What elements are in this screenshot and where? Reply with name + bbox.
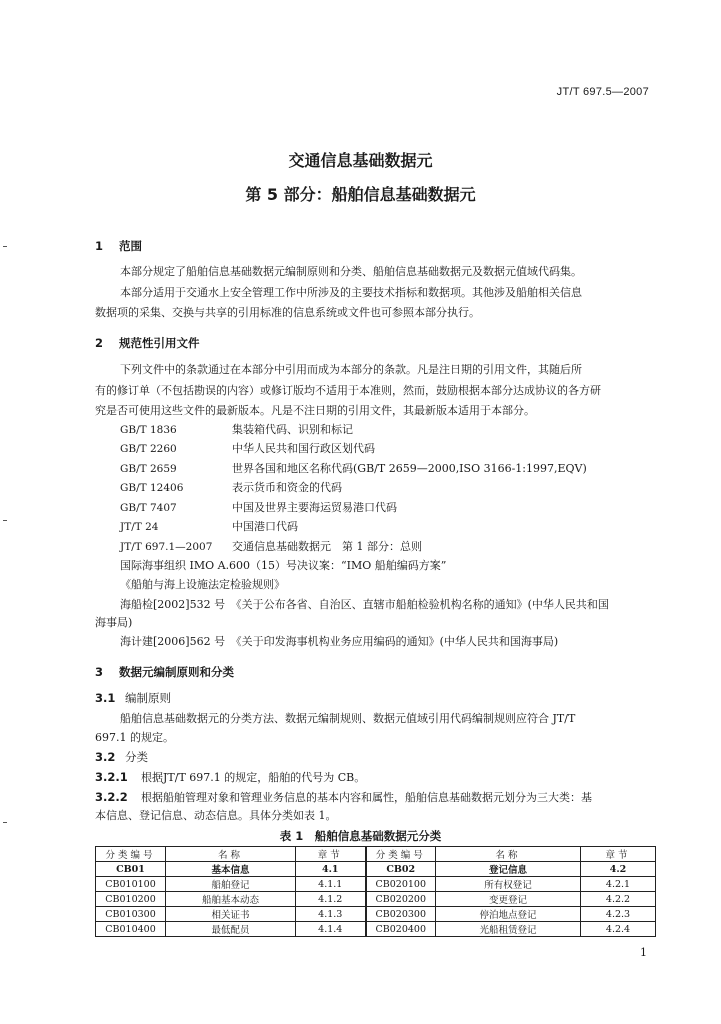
- ref-rule: 《船舶与海上设施法定检验规则》: [120, 578, 285, 591]
- table-cell: 光船租赁登记: [436, 922, 581, 937]
- table-cell: CB020100: [366, 877, 436, 892]
- section-title: 数据元编制原则和分类: [119, 665, 234, 679]
- clause-text: 根据JT/T 697.1 的规定，船舶的代号为 CB。: [141, 771, 366, 784]
- ref-notice: 海船检[2002]532 号 《关于公布各省、自治区、直辖市船舶检验机构名称的通知》(中华人民共和国: [120, 598, 609, 611]
- table-cell: 4.2.3: [581, 907, 656, 922]
- section-1-heading: [95, 238, 142, 254]
- clause-text: 根据船舶管理对象和管理业务信息的基本内容和属性，船舶信息基础数据元划分为三大类：基: [141, 791, 592, 804]
- table-cell: 4.2: [581, 862, 656, 877]
- paragraph-line: 本信息、登记信息、动态信息。具体分类如表 1。: [95, 809, 337, 822]
- table-cell: 相关证书: [166, 907, 296, 922]
- table-cell: 4.2.4: [581, 922, 656, 937]
- table-cell: 船舶登记: [166, 877, 296, 892]
- table-cell: CB010200: [96, 892, 166, 907]
- section-number: 1: [95, 239, 104, 253]
- table-cell: CB01: [96, 862, 166, 877]
- header-cell: 名称: [166, 847, 296, 862]
- table-caption: 表 1 船舶信息基础数据元分类: [279, 829, 442, 843]
- paragraph: 本部分规定了船舶信息基础数据元编制原则和分类、船舶信息基础数据元及数据元值域代码集。: [120, 265, 582, 278]
- scan-mark: [3, 520, 7, 521]
- subsection-number: 3.2: [95, 750, 116, 764]
- ref-title: 中国港口代码: [232, 520, 298, 533]
- subsection-3-1-heading: [95, 690, 171, 706]
- table-row: [96, 892, 656, 907]
- paragraph-line: 数据项的采集、交换与共享的引用标准的信息系统或文件也可参照本部分执行。: [95, 306, 480, 319]
- table-cell: CB010400: [96, 922, 166, 937]
- ref-title: 世界各国和地区名称代码(GB/T 2659—2000,ISO 3166-1:1997,EQV): [232, 462, 587, 475]
- subsection-3-2-heading: [95, 749, 148, 765]
- ref-notice: 海计建[2006]562 号 《关于印发海事机构业务应用编码的通知》(中华人民共和国海事局): [120, 635, 559, 648]
- table-cell: CB010100: [96, 877, 166, 892]
- table-cell: CB02: [366, 862, 436, 877]
- ref-code: JT/T 24: [120, 521, 159, 533]
- document-subtitle: 第 5 部分：船舶信息基础数据元: [245, 185, 476, 204]
- paragraph-line: 有的修订单（不包括勘误的内容）或修订版均不适用于本准则，然而，鼓励根据本部分达成协议的各方研: [95, 384, 601, 397]
- paragraph-line: 下列文件中的条款通过在本部分中引用而成为本部分的条款。凡是注日期的引用文件，其随后所: [120, 363, 582, 376]
- header-cell: 章节: [296, 847, 366, 862]
- ref-code: GB/T 2659: [120, 463, 177, 475]
- ref-code: GB/T 2260: [120, 443, 177, 455]
- table-cell: 4.2.1: [581, 877, 656, 892]
- table-cell: 4.1: [296, 862, 366, 877]
- scan-mark: [3, 246, 7, 247]
- ref-code: GB/T 1836: [120, 424, 177, 436]
- table-row: [96, 877, 656, 892]
- table-cell: CB020300: [366, 907, 436, 922]
- table-cell: 4.1.3: [296, 907, 366, 922]
- clause-number: 3.2.1: [95, 770, 128, 784]
- classification-table: [95, 846, 656, 937]
- ref-title: 中国及世界主要海运贸易港口代码: [232, 501, 397, 514]
- ref-notice-cont: 海事局): [95, 616, 133, 629]
- ref-code: GB/T 12406: [120, 482, 184, 494]
- header-cell: 名称: [436, 847, 581, 862]
- section-2-heading: [95, 335, 200, 351]
- clause-number: 3.2.2: [95, 790, 128, 804]
- section-3-heading: [95, 664, 234, 680]
- ref-title: 交通信息基础数据元 第 1 部分：总则: [232, 540, 422, 553]
- ref-code: GB/T 7407: [120, 502, 177, 514]
- table-header-row: [96, 847, 656, 862]
- table-cell: 4.1.4: [296, 922, 366, 937]
- paragraph-line: 究是否可使用这些文件的最新版本。凡是不注日期的引用文件，其最新版本适用于本部分。: [95, 404, 535, 417]
- ref-title: 集装箱代码、识别和标记: [232, 423, 353, 436]
- table-cell: 4.1.2: [296, 892, 366, 907]
- header-cell: 章节: [581, 847, 656, 862]
- table-row: [96, 862, 656, 877]
- document-title: 交通信息基础数据元: [288, 151, 433, 170]
- table-row: [96, 922, 656, 937]
- clause-3-2-2: [95, 788, 592, 807]
- ref-title: 表示货币和资金的代码: [232, 481, 342, 494]
- table-cell: CB010300: [96, 907, 166, 922]
- section-title: 规范性引用文件: [119, 336, 200, 350]
- table-cell: 基本信息: [166, 862, 296, 877]
- table-cell: 最低配员: [166, 922, 296, 937]
- header-cell: 分类编号: [96, 847, 166, 862]
- paragraph-line: 本部分适用于交通水上安全管理工作中所涉及的主要技术指标和数据项。其他涉及船舶相关信息: [120, 286, 582, 299]
- subsection-number: 3.1: [95, 691, 116, 705]
- ref-title: 中华人民共和国行政区划代码: [232, 442, 375, 455]
- standard-number: JT/T 697.5—2007: [556, 86, 649, 98]
- table-cell: 停泊地点登记: [436, 907, 581, 922]
- table-cell: CB020400: [366, 922, 436, 937]
- table-cell: 所有权登记: [436, 877, 581, 892]
- ref-code: JT/T 697.1—2007: [120, 541, 213, 553]
- table-cell: 4.1.1: [296, 877, 366, 892]
- ref-imo: 国际海事组织 IMO A.600（15）号决议案：“IMO 船舶编码方案”: [120, 559, 447, 572]
- scan-mark: [3, 822, 7, 823]
- table-row: [96, 907, 656, 922]
- section-number: 2: [95, 336, 104, 350]
- section-title: 范围: [119, 239, 142, 253]
- paragraph-line: 船舶信息基础数据元的分类方法、数据元编制规则、数据元值域引用代码编制规则应符合 JT/T: [120, 712, 576, 725]
- table-cell: CB020200: [366, 892, 436, 907]
- clause-3-2-1: [95, 768, 365, 787]
- header-cell: 分类编号: [366, 847, 436, 862]
- section-number: 3: [95, 665, 104, 679]
- table-cell: 船舶基本动态: [166, 892, 296, 907]
- subsection-title: 分类: [125, 750, 148, 764]
- paragraph-line: 697.1 的规定。: [95, 731, 174, 744]
- subsection-title: 编制原则: [125, 691, 171, 705]
- table-cell: 变更登记: [436, 892, 581, 907]
- page-number: 1: [640, 946, 647, 959]
- table-cell: 4.2.2: [581, 892, 656, 907]
- table-cell: 登记信息: [436, 862, 581, 877]
